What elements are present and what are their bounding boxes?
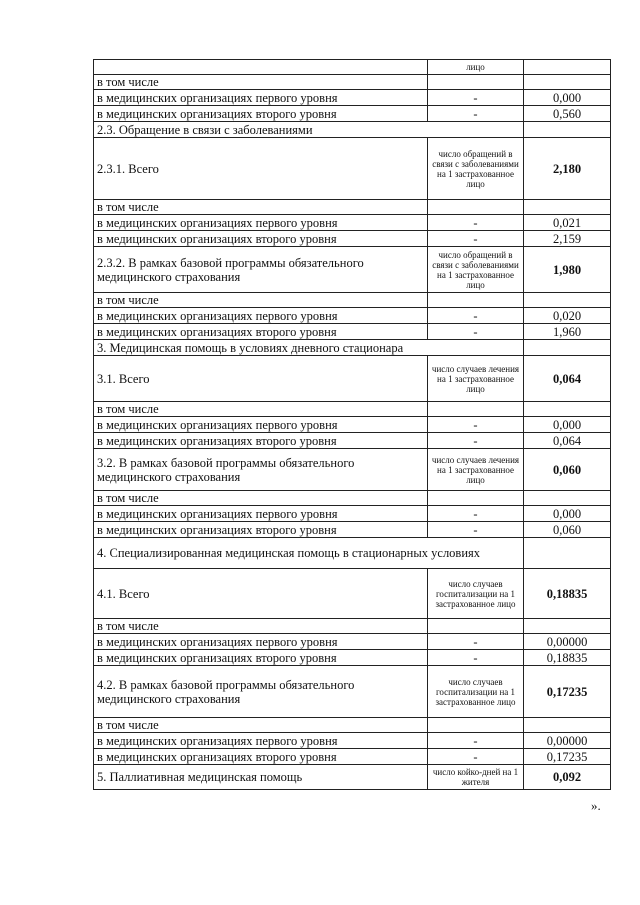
subheading-label: в том числе	[94, 402, 428, 417]
value-cell: 0,18835	[524, 650, 611, 666]
value-cell	[524, 200, 611, 215]
value-cell: 0,064	[524, 356, 611, 402]
table-row	[94, 340, 611, 356]
indicator-label: 3.2. В рамках базовой программы обязательного медицинского страхования	[94, 449, 428, 491]
value-cell: 1,960	[524, 324, 611, 340]
value-cell: 0,560	[524, 106, 611, 122]
value-cell: 0,064	[524, 433, 611, 449]
value-cell	[524, 293, 611, 308]
table-row	[94, 138, 611, 200]
table-row	[94, 569, 611, 619]
table-row	[94, 538, 611, 569]
table-row	[94, 60, 611, 75]
table-row	[94, 356, 611, 402]
table-row	[94, 324, 611, 340]
closing-quote: ».	[591, 798, 601, 813]
value-cell: 0,17235	[524, 666, 611, 718]
unit-cell: число случаев лечения на 1 застрахованное лицо	[428, 449, 524, 491]
unit-cell	[428, 718, 524, 733]
unit-cell: -	[428, 417, 524, 433]
value-cell: 0,00000	[524, 634, 611, 650]
label-cell	[94, 60, 428, 75]
table-row	[94, 749, 611, 765]
indicator-label: в медицинских организациях второго уровня	[94, 749, 428, 765]
table-row	[94, 75, 611, 90]
unit-cell: -	[428, 90, 524, 106]
table-row	[94, 522, 611, 538]
value-cell: 0,060	[524, 449, 611, 491]
indicators-table	[93, 59, 611, 790]
table-row	[94, 650, 611, 666]
value-cell: 0,021	[524, 215, 611, 231]
table-row	[94, 122, 611, 138]
value-cell: 0,060	[524, 522, 611, 538]
indicator-label: в медицинских организациях второго уровня	[94, 522, 428, 538]
table-row	[94, 417, 611, 433]
indicator-label: 2.3.1. Всего	[94, 138, 428, 200]
table-row	[94, 90, 611, 106]
unit-cell: -	[428, 433, 524, 449]
unit-cell: -	[428, 106, 524, 122]
subheading-label: в том числе	[94, 718, 428, 733]
indicator-label: 2.3.2. В рамках базовой программы обязательного медицинского страхования	[94, 247, 428, 293]
table-row	[94, 200, 611, 215]
table-row	[94, 491, 611, 506]
indicator-label: в медицинских организациях первого уровня	[94, 733, 428, 749]
value-cell	[524, 718, 611, 733]
table-row	[94, 215, 611, 231]
indicator-label: в медицинских организациях второго уровня	[94, 433, 428, 449]
subheading-label: в том числе	[94, 293, 428, 308]
value-cell	[524, 491, 611, 506]
value-cell	[524, 402, 611, 417]
subheading-label: в том числе	[94, 491, 428, 506]
section-heading: 3. Медицинская помощь в условиях дневного стационара	[94, 340, 524, 356]
table-row	[94, 247, 611, 293]
subheading-label: в том числе	[94, 200, 428, 215]
unit-cell: -	[428, 733, 524, 749]
value-cell	[524, 619, 611, 634]
table-row	[94, 634, 611, 650]
unit-cell	[428, 491, 524, 506]
unit-cell: -	[428, 308, 524, 324]
table-row	[94, 506, 611, 522]
unit-cell: -	[428, 215, 524, 231]
value-cell: 0,00000	[524, 733, 611, 749]
table-row	[94, 293, 611, 308]
value-cell	[524, 75, 611, 90]
value-cell: 0,000	[524, 417, 611, 433]
indicator-label: в медицинских организациях второго уровня	[94, 324, 428, 340]
unit-cell: -	[428, 650, 524, 666]
indicator-label: 3.1. Всего	[94, 356, 428, 402]
indicator-label: в медицинских организациях первого уровня	[94, 308, 428, 324]
unit-cell	[428, 293, 524, 308]
table-row	[94, 106, 611, 122]
indicator-label: 4.1. Всего	[94, 569, 428, 619]
value-cell: 0,000	[524, 90, 611, 106]
indicator-label: в медицинских организациях первого уровня	[94, 634, 428, 650]
value-cell	[524, 340, 611, 356]
unit-cell: -	[428, 231, 524, 247]
section-heading: 4. Специализированная медицинская помощь в стационарных условиях	[94, 538, 524, 569]
table-row	[94, 718, 611, 733]
value-cell: 0,17235	[524, 749, 611, 765]
table-row	[94, 619, 611, 634]
value-cell: 0,000	[524, 506, 611, 522]
table-row	[94, 733, 611, 749]
table-row	[94, 402, 611, 417]
unit-cell: -	[428, 749, 524, 765]
unit-cell	[428, 619, 524, 634]
unit-cell: число случаев лечения на 1 застрахованное лицо	[428, 356, 524, 402]
value-cell	[524, 538, 611, 569]
unit-cell: лицо	[428, 60, 524, 75]
subheading-label: в том числе	[94, 619, 428, 634]
indicator-label: 4.2. В рамках базовой программы обязательного медицинского страхования	[94, 666, 428, 718]
table-row	[94, 666, 611, 718]
value-cell: 2,180	[524, 138, 611, 200]
unit-cell: -	[428, 522, 524, 538]
unit-cell: число случаев госпитализации на 1 застрахованное лицо	[428, 666, 524, 718]
unit-cell: -	[428, 506, 524, 522]
indicator-label: в медицинских организациях первого уровня	[94, 506, 428, 522]
table-row	[94, 765, 611, 790]
table-row	[94, 308, 611, 324]
table-row	[94, 449, 611, 491]
unit-cell: число обращений в связи с заболеваниями на 1 застрахованное лицо	[428, 247, 524, 293]
indicator-label: в медицинских организациях второго уровня	[94, 650, 428, 666]
unit-cell	[428, 75, 524, 90]
value-cell: 0,092	[524, 765, 611, 790]
unit-cell: число обращений в связи с заболеваниями на 1 застрахованное лицо	[428, 138, 524, 200]
table-row	[94, 433, 611, 449]
unit-cell: число койко-дней на 1 жителя	[428, 765, 524, 790]
value-cell: 1,980	[524, 247, 611, 293]
unit-cell: -	[428, 324, 524, 340]
indicator-label: в медицинских организациях второго уровня	[94, 106, 428, 122]
section-heading: 2.3. Обращение в связи с заболеваниями	[94, 122, 524, 138]
subheading-label: в том числе	[94, 75, 428, 90]
indicator-label: в медицинских организациях первого уровня	[94, 215, 428, 231]
unit-cell	[428, 402, 524, 417]
value-cell: 0,18835	[524, 569, 611, 619]
table-row	[94, 231, 611, 247]
unit-cell: -	[428, 634, 524, 650]
unit-cell	[428, 200, 524, 215]
value-cell: 2,159	[524, 231, 611, 247]
indicator-label: в медицинских организациях второго уровня	[94, 231, 428, 247]
indicators-table-body	[94, 60, 611, 790]
value-cell	[524, 60, 611, 75]
indicator-label: в медицинских организациях первого уровня	[94, 417, 428, 433]
value-cell	[524, 122, 611, 138]
indicator-label: 5. Паллиативная медицинская помощь	[94, 765, 428, 790]
indicator-label: в медицинских организациях первого уровня	[94, 90, 428, 106]
value-cell: 0,020	[524, 308, 611, 324]
unit-cell: число случаев госпитализации на 1 застрахованное лицо	[428, 569, 524, 619]
